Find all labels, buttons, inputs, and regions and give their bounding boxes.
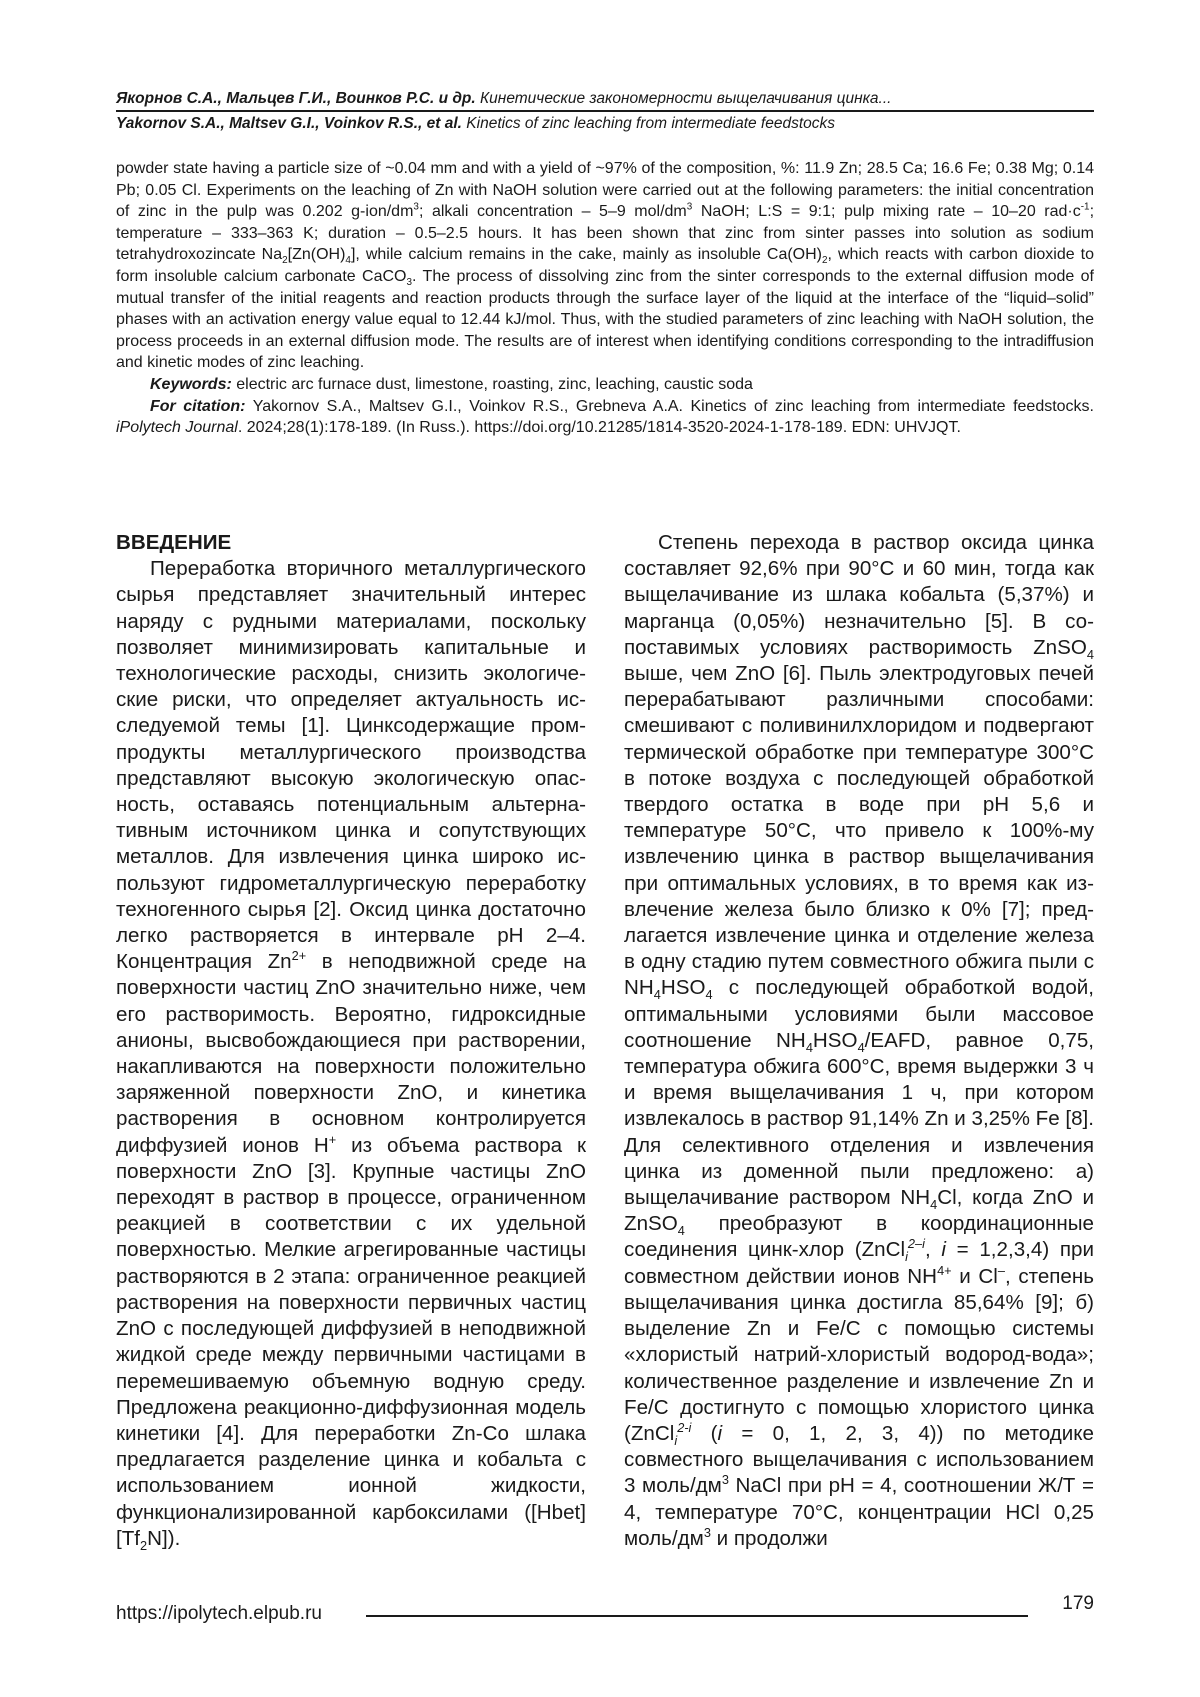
keywords-text: electric arc furnace dust, limestone, roasting, zinc, leaching, caustic soda (231, 375, 753, 393)
citation-journal: iPolytech Journal (116, 419, 238, 437)
right-column (624, 530, 1094, 1552)
header-en-line (116, 113, 1094, 134)
header-rule (116, 110, 1094, 112)
header-ru-authors: Якорнов С.А., Мальцев Г.И., Воинков Р.С. и др. (116, 90, 476, 107)
page-footer (116, 1593, 1094, 1631)
header-ru-line (116, 88, 1094, 109)
footer-rule (366, 1615, 1028, 1617)
header-ru-title: Кинетические закономерности выщелачивания цинка... (480, 90, 892, 107)
keywords-label: Keywords: (150, 375, 232, 393)
section-heading: ВВЕДЕНИЕ (116, 531, 232, 554)
header-en-authors: Yakornov S.A., Maltsev G.I., Voinkov R.S., et al. (116, 115, 462, 132)
abstract-text: powder state having a particle size of ~0.04 mm and with a yield of ~97% of the composition, %: 11.9 Zn; 28.5 Ca; 16.6 Fe; 0.38 Mg; 0.14 Pb; 0.05 Cl. Experiments on the leaching of Zn with NaOH solution were carried out at the following parameters: the initial concentration of zinc in the pulp was 0.202 $g-ion/dm^3$; alkali concentration – 5–9 mol/$dm^3$ NaOH; L:S = 9:1; pulp mixing rate – 10–20 $rad\cdot c^{-1}$; temperature – 333–363 K; duration – 0.5–2.5 hours. It has been shown that zinc from sinter passes into solution as sodium tetrahydroxozincate $Na_2[Zn(OH)_4]$, while calcium remains in the cake, mainly as insoluble $Ca(OH)_2$, which reacts with carbon dioxide to form insoluble calcium carbonate CaCO$_3$. The process of dissolving zinc from the sinter corresponds to the external diffusion mode of mutual transfer of the initial reagents and reaction products through the surface layer of the liquid at the interface of the “liquid–solid” phases with an activation energy value equal to 12.44 kJ/mol. Thus, with the studied parameters of zinc leaching with NaOH solution, the process proceeds in an external diffusion mode. The results are of interest when identifying conditions corresponding to the intradiffusion and kinetic modes of zinc leaching. (116, 160, 1095, 372)
page-number: 179 (1062, 1593, 1094, 1614)
footer-url-link[interactable]: https://ipolytech.elpub.ru (116, 1603, 322, 1624)
running-header (116, 88, 1094, 134)
keywords-line (116, 374, 1094, 396)
intro-paragraph: Переработка вторичного металлургического сырья представляет значительный интерес наряду с рудными материалами, поскольку позволяет минимизировать капитальные и технологические расходы, снизить экологические риски, что определяет актуальность исследуемой темы [1]. Цинксодержащие промпродукты металлургического производства представляют высокую экологическую опасность, оставаясь потенциальным альтернативным источником цинка и сопутствующих металлов. Для извлечения цинка широко используют гидрометаллургическую переработку техногенного сырья [2]. Оксид цинка достаточно легко растворяется в интервале рН 2–4. Концентрация $Zn^{2+}$ в неподвижной среде на поверхности частиц ZnO значительно ниже, чем его растворимость. Вероятно, гидроксидные анионы, высвобождающиеся при растворении, накапливаются на поверхности положительно заряженной поверхности ZnO, и кинетика растворения в основном контролируется диффузией ионов H+ из объема раствора к поверхности ZnO [3]. Крупные частицы ZnO переходят в раствор в процессе, ограниченном реакцией в соответствии с их удельной поверхностью. Мелкие агрегированные частицы растворяются в 2 этапа: ограниченное реакцией растворения на поверхности первичных частиц ZnO с последующей диффузией в неподвижной жидкой среде между первичными частицами в перемешиваемую объемную водную среду. Предложена реакционно-диффузионная модель кинетики [4]. Для переработки Zn-Co шлака предлагается разделение цинка и кобальта с использованием ионной жидкости, функционализированной карбоксилами $([Hbet][Tf_2N])$. (116, 557, 587, 1553)
header-en-title: Kinetics of zinc leaching from intermediate feedstocks (466, 115, 836, 132)
citation-line: For citation: Yakornov S.A., Maltsev G.I., Voinkov R.S., Grebneva A.A. Kinetics of zinc leaching from intermediate feedstocks. iPolytech Journal. 2024;28(1):178-189. (In Russ.). https://doi.org/10.21285/1814-3520-2024-1-178-189. EDN: UHVJQT. (116, 397, 1095, 437)
body-paragraph: Степень перехода в раствор оксида цинка составляет 92,6% при 90°C и 60 мин, тогда как выщелачивание из шлака кобальта (5,37%) и марганца (0,05%) незначительно [5]. В сопоставимых условиях растворимость ZnSO$_4$ выше, чем ZnO [6]. Пыль электродуговых печей перерабатывают различными способами: смешивают с поливинилхлоридом и подвергают термической обработке при температуре 300°С в потоке воздуха с последующей обработкой твердого остатка в воде при рН 5,6 и температуре 50°С, что привело к 100%-му извлечению цинка в раствор выщелачивания при оптимальных условиях, в то время как извлечение железа было близко к 0% [7]; предлагается извлечение цинка и отделение железа в одну стадию путем совместного обжига пыли с $NH_4HSO_4$ с последующей обработкой водой, оптимальными условиями были массовое соотношение $NH_4HSO_4$/EAFD, равное 0,75, температура обжига 600°С, время выдержки 3 ч и время выщелачивания 1 ч, при котором извлекалось в раствор 91,14% Zn и 3,25% Fe [8]. Для селективного отделения и извлечения цинка из доменной пыли предложено: а) выщелачивание раствором $NH_4Cl$, когда ZnO и ZnSO$_4$ преобразуют в координационные соединения цинк-хлор (ZnCl$_i^{2-i}$, i = 1,2,3,4) при совместном действии ионов $NH^{4+}$ и Cl–, степень выщелачивания цинка достигла 85,64% [9]; б) выделение Zn и Fe/C с помощью системы «хлористый натрий-хлористый водород-вода»; количественное разделение и извлечение Zn и Fe/C достигнуто с помощью хлористого цинка (ZnCl$_i^{2-i}$ (i = 0, 1, 2, 3, 4)) по методике совместного выщелачивания с использованием 3 моль/$дм^3$ NaCl при рН = 4, соотношении Ж/Т = 4, температуре 70°С, концентрации HCl 0,25 моль/$дм^3$ и продолжи (624, 531, 1094, 1550)
citation-label: For citation: (150, 397, 246, 415)
left-column (116, 530, 586, 1552)
abstract-block (116, 158, 1094, 439)
